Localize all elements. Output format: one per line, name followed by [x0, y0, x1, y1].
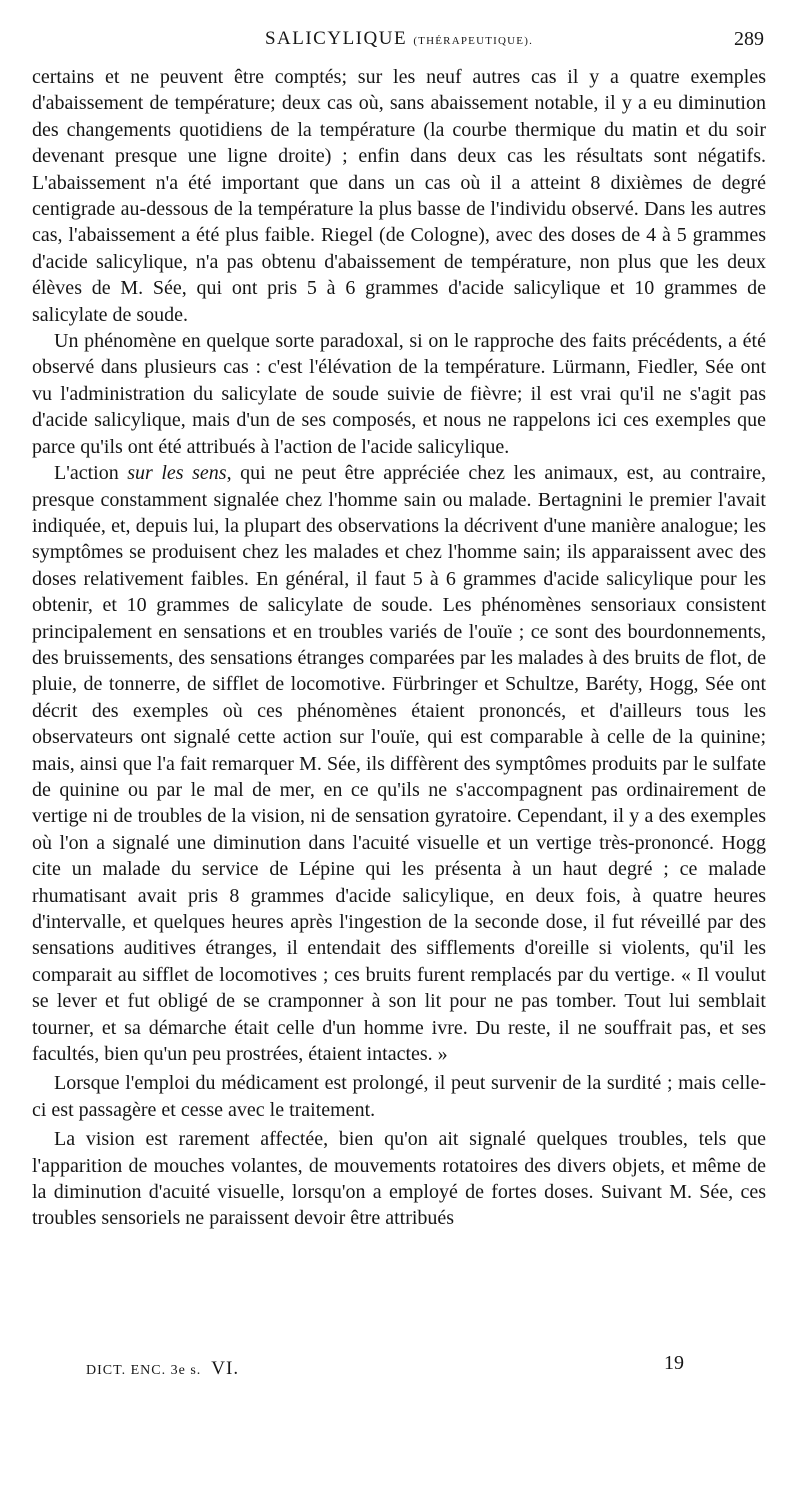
running-title [32, 28, 766, 50]
printer-signature [86, 1358, 239, 1380]
signature-volume: VI. [211, 1358, 240, 1379]
paragraph-3 [32, 460, 766, 1067]
paragraph-3-text-start: L'action [54, 462, 128, 485]
document-page [32, 28, 766, 1232]
paragraph-3-text-end: , qui ne peut être appréciée chez les animaux, est, au contraire, presque constamment signalée chez l'homme sain ou malade. Bertagnini le premier l'avait indiquée, et, depuis lui, la plupart des observations la décrivent d'une manière analogue; les symptômes se produisent chez les malades et chez l'homme sain; ils apparaissent avec des doses relativement faibles. En général, il faut 5 à 6 grammes d'acide salicylique pour les obtenir, et 10 grammes de salicylate de soude. Les phénomènes sensoriaux consistent principalement en sensations et en troubles variés de l'ouïe ; ce sont des bourdonnements, des bruissements, des sensations étranges comparées par les malades à des bruits de flot, de pluie, de tonnerre, de sifflet de locomotive. Fürbringer et Schultze, Baréty, Hogg, Sée ont décrit des exemples où ces phénomènes étaient prononcés, et d'ailleurs tous les observateurs ont signalé cette action sur l'ouïe, qui est comparable à celle de la quinine; mais, ainsi que l'a fait remarquer M. Sée, ils diffèrent des symptômes produits par le sulfate de quinine ou par le mal de mer, en ce qu'ils ne s'accompagnent pas ordinairement de vertige ni de troubles de la vision, ni de sensation gyratoire. Cependant, il y a des exemples où l'on a signalé une diminution dans l'acuité visuelle et un vertige très-prononcé. Hogg cite un malade du service de Lépine qui les présenta à un haut degré ; ce malade rhumatisant avait pris 8 grammes d'acide salicylique, en deux fois, à quatre heures d'intervalle, et quelques heures après l'ingestion de la seconde dose, il fut réveillé par des sensations auditives étranges, il entendait des sifflements d'oreille si violents, qu'il les comparait au sifflet de locomotives ; ces bruits furent remplacés par du vertige. « Il voulut se lever et fut obligé de se cramponner à son lit pour ne pas tomber. Tout lui semblait tourner, et sa démarche était celle d'un homme ivre. Du reste, il ne souffrait pas, et ses facultés, bien qu'un peu prostrées, étaient intactes. » [32, 462, 767, 1066]
paragraph-2 [32, 328, 766, 460]
running-header [32, 28, 766, 56]
page-number: 289 [734, 28, 764, 50]
body-text [32, 64, 766, 1232]
paragraph-1-text: certains et ne peuvent être comptés; sur les neuf autres cas il y a quatre exemples d'abaissement de température; deux cas où, sans abaissement notable, il y a eu diminution des changements quotidiens de la température (la courbe thermique du matin et du soir devenant presque une ligne droite) ; enfin dans deux cas les résultats sont négatifs. L'abaissement n'a été important que dans un cas où il a atteint 8 dixièmes de degré centigrade au-dessous de la température la plus basse de l'individu observé. Dans les autres cas, l'abaissement a été plus faible. Riegel (de Cologne), avec des doses de 4 à 5 grammes d'acide salicylique, n'a pas obtenu d'abaissement de température, non plus que les deux élèves de M. Sée, qui ont pris 5 à 6 grammes d'acide salicylique et 10 grammes de salicylate de soude. [32, 66, 766, 326]
paragraph-1 [32, 64, 766, 328]
paragraph-3-italic-phrase: sur les sens [127, 462, 227, 485]
paragraph-2-text: Un phénomène en quelque sorte paradoxal, si on le rapproche des faits précédents, a été observé dans plusieurs cas : c'est l'élévation de la température. Lürmann, Fiedler, Sée ont vu l'administration du salicylate de soude suivie de fièvre; il est vrai qu'il ne s'agit pas d'acide salicylique, mais d'un de ses composés, et nous ne rappelons ici ces exemples que parce qu'ils ont été attribués à l'action de l'acide salicylique. [32, 330, 766, 458]
paragraph-4 [32, 1070, 766, 1123]
paragraph-5 [32, 1126, 766, 1232]
page-footer [86, 1352, 686, 1382]
paragraph-5-text: La vision est rarement affectée, bien qu'on ait signalé quelques troubles, tels que l'apparition de mouches volantes, de mouvements rotatoires des divers objets, et même de la diminution d'acuité visuelle, lorsqu'on a employé de fortes doses. Suivant M. Sée, ces troubles sensoriels ne paraissent devoir être attribués [32, 1128, 766, 1230]
signature-text: DICT. ENC. 3e s. [86, 1363, 202, 1378]
paragraph-4-text: Lorsque l'emploi du médicament est prolongé, il peut survenir de la surdité ; mais celle-ci est passagère et cesse avec le traitement. [32, 1072, 766, 1121]
signature-number: 19 [664, 1352, 684, 1374]
running-title-sub: (THÉRAPEUTIQUE). [413, 35, 534, 47]
running-title-main: SALICYLIQUE [264, 28, 408, 49]
